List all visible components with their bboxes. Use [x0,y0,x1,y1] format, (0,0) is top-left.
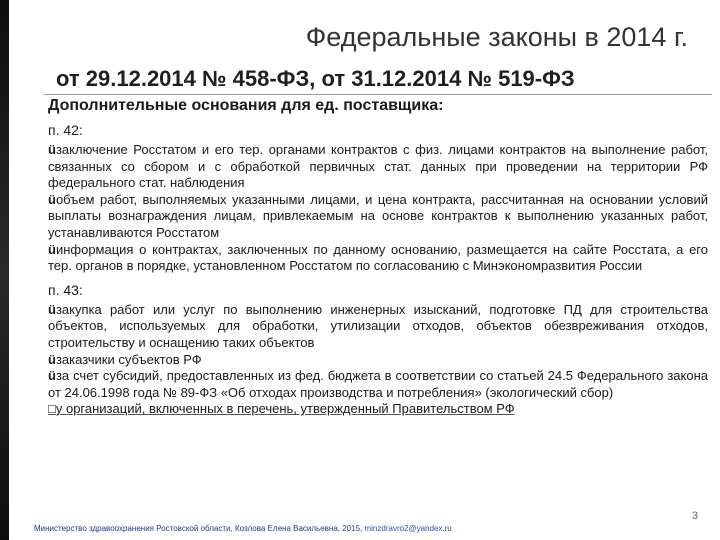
list-item [48,242,708,275]
footer-text: Министерство здравоохранения Ростовской области, Козлова Елена Васильевна, 2015, [34,524,363,533]
point-heading-43: п. 43: [48,281,83,298]
left-accent-bar [0,0,9,540]
list-item-text: заключение Росстатом и его тер. органами контрактов с физ. лицами контрактов на выполнение работ, связанных со сбором и с обработкой первичных стат. данных при проведении на территории РФ федерального стат. наблюдения [48,142,708,191]
list-item-text: объем работ, выполняемых указанными лицами, и цена контракта, рассчитанная на основании условий выплаты вознаграждения лицам, привлекаемым на основе контрактов к выполнению указанных работ, устанавливаются Росстатом [48,191,708,240]
list-item-text: заказчики субъектов РФ [55,351,202,367]
point-heading-42: п. 42: [48,122,83,138]
checkbox-icon: □ [48,401,56,417]
checkmark-icon: ü [48,241,56,257]
slide-subtitle: от 29.12.2014 № 458-ФЗ, от 31.12.2014 № 519-ФЗ [56,66,575,91]
list-item [48,192,708,242]
checkmark-icon: ü [48,368,56,384]
checkmark-icon: ü [48,142,56,157]
checkmark-icon: ü [48,351,56,367]
list-item-text: информация о контрактах, заключенных по данному основанию, размещается на сайте Росстата, а его тер. органов в порядке, установленном Росстатом по согласованию с Минэкономразвития России [48,241,708,274]
lead-heading: Дополнительные основания для ед. поставщика: [48,97,444,114]
list-item [48,302,708,352]
checkmark-icon: ü [48,191,56,207]
list-item-text: за счет субсидий, предоставленных из фед. бюджета в соответствии со статьей 24.5 Федерального закона от 24.06.1998 года № 89-ФЗ «Об отходах производства и потребления» (экологический сбор) [48,368,708,400]
list-item [48,352,708,369]
footer-email: minzdravro2@yandex.ru [364,524,452,533]
divider [44,94,712,95]
slide-title: Федеральные законы в 2014 г. [305,22,688,52]
page-number: 3 [691,510,698,522]
list-item-underlined [48,401,708,418]
list-item-text: закупка работ или услуг по выполнению инженерных изысканий, подготовке ПД для строительства объектов, используемых для обработки, утилизации отходов, объектов обезвреживания отходов, строительству и оснащению таких объектов [48,301,708,350]
list-item-text: у организаций, включенных в перечень, утвержденный Правительством РФ [55,401,515,417]
footer [34,524,452,533]
slide-body [48,96,708,418]
checkmark-icon: ü [48,301,56,317]
list-item [48,142,708,192]
list-item [48,368,708,401]
